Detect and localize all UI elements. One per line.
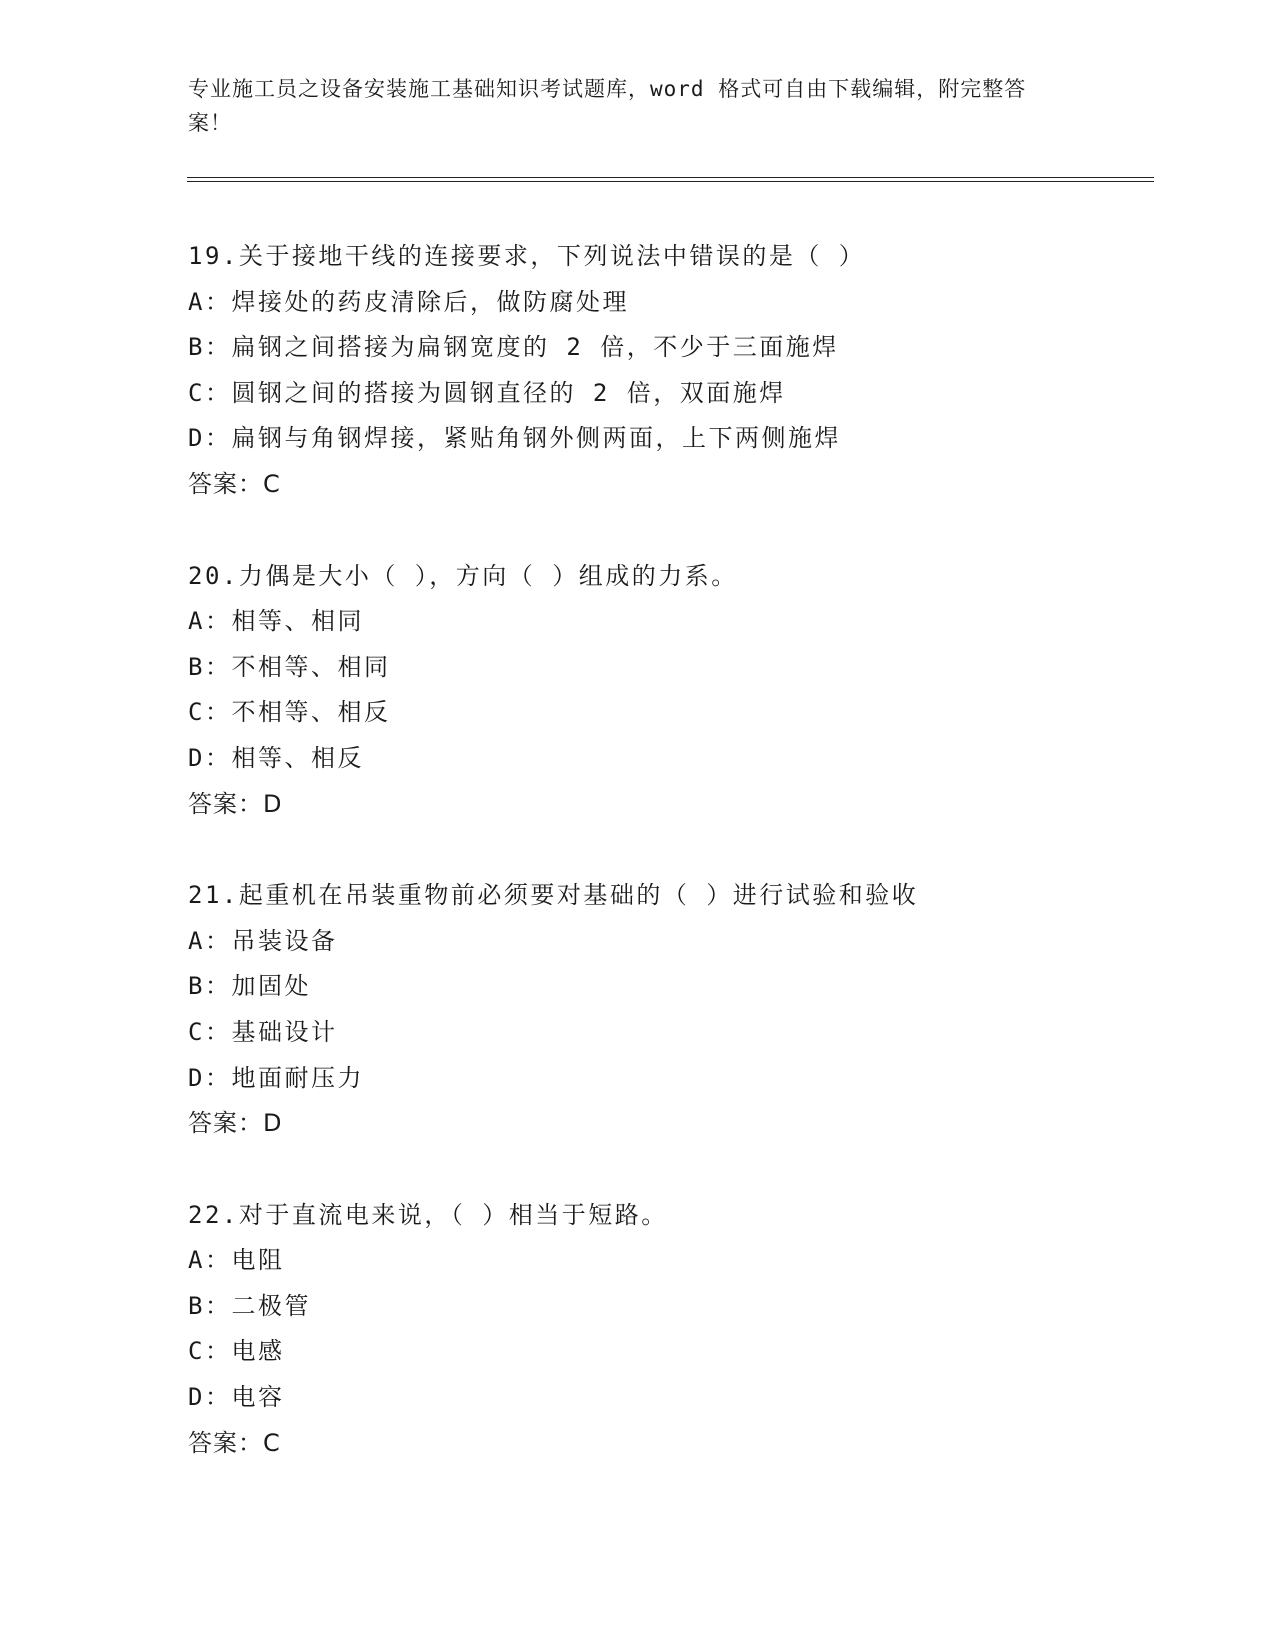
header-double-rule	[187, 177, 1154, 182]
option-c: C：圆钢之间的搭接为圆钢直径的 2 倍，双面施焊	[188, 378, 786, 407]
answer-line: 答案：C	[188, 1428, 281, 1457]
option-a: A：吊装设备	[188, 926, 338, 955]
option-c: C：基础设计	[188, 1017, 338, 1046]
header-text: 专业施工员之设备安装施工基础知识考试题库，word 格式可自由下载编辑，附完整答案！	[188, 77, 1027, 135]
option-a: A：电阻	[188, 1246, 285, 1275]
document-header	[188, 72, 1068, 140]
option-d: D：相等、相反	[188, 743, 364, 772]
option-d: D：地面耐压力	[188, 1063, 364, 1092]
option-c: C：电感	[188, 1337, 285, 1366]
question-20	[188, 554, 1168, 828]
question-22	[188, 1193, 1168, 1467]
option-b: B：扁钢之间搭接为扁钢宽度的 2 倍，不少于三面施焊	[188, 333, 839, 362]
option-d: D：电容	[188, 1383, 285, 1412]
option-b: B：二极管	[188, 1291, 311, 1320]
question-stem: 20.力偶是大小（ ），方向（ ）组成的力系。	[188, 561, 738, 590]
question-stem: 21.起重机在吊装重物前必须要对基础的（ ）进行试验和验收	[188, 881, 919, 910]
question-stem: 22.对于直流电来说，（ ）相当于短路。	[188, 1200, 668, 1229]
option-a: A：焊接处的药皮清除后，做防腐处理	[188, 287, 629, 316]
option-c: C：不相等、相反	[188, 698, 391, 727]
option-d: D：扁钢与角钢焊接，紧贴角钢外侧两面，上下两侧施焊	[188, 424, 841, 453]
option-b: B：不相等、相同	[188, 652, 391, 681]
option-a: A：相等、相同	[188, 607, 364, 636]
question-list	[188, 234, 1168, 1512]
question-21	[188, 873, 1168, 1147]
question-stem: 19.关于接地干线的连接要求，下列说法中错误的是（ ）	[188, 242, 866, 270]
option-b: B：加固处	[188, 972, 311, 1001]
answer-line: 答案：C	[188, 469, 281, 498]
answer-line: 答案：D	[188, 1109, 283, 1138]
question-19	[188, 234, 1168, 508]
answer-line: 答案：D	[188, 789, 283, 818]
